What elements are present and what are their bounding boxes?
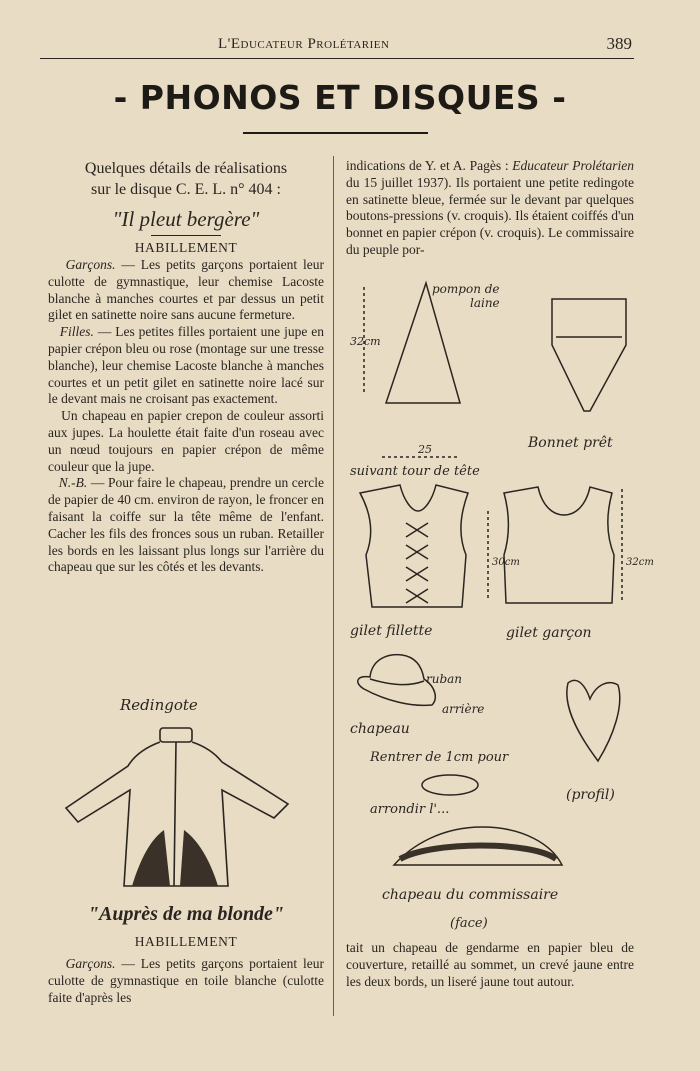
label-rentrer: Rentrer de 1cm pour — [370, 750, 509, 765]
costume-sketches — [342, 275, 654, 940]
label-profil: (profil) — [566, 787, 615, 803]
bonnet-pattern — [386, 283, 460, 403]
redingote-front-seam — [174, 742, 176, 886]
commissaire-hat-band — [400, 846, 556, 860]
intro-heading — [48, 158, 324, 200]
redingote-body — [66, 742, 288, 886]
gilet-fillette — [360, 485, 468, 607]
chapeau-sketch — [358, 655, 436, 706]
label-gilet-fillette: gilet fillette — [350, 623, 433, 639]
label-arriere: arrière — [442, 702, 485, 716]
right-bottom-text — [346, 940, 634, 990]
nb-lead: N.-B. — [58, 475, 88, 491]
filles-lead: Filles. — [59, 324, 94, 340]
song2-title: "Auprès de ma blonde" — [87, 903, 285, 925]
journal-title: L'Educateur Prolétarien — [218, 36, 390, 52]
right-top-text-italic: Educateur Prolétarien — [512, 158, 634, 173]
song1-subheading: HABILLEMENT — [134, 240, 238, 255]
nb-text: — Pour faire le chapeau, prendre un cercle de papier de 40 cm. environ de rayon, le froncer en faisant la coiffe sur la tête même de l'enfant. Cacher les fils des fronces sous un ruban. Retailler les bords en les laissant plus longs sur l'arrière du chapeau que sur les côtés et les devants. — [48, 475, 325, 575]
paragraph-garcons2 — [48, 956, 324, 1006]
redingote-right-tail — [180, 830, 218, 886]
gilet-fillette-lacing — [406, 523, 428, 603]
paragraph-right-bottom: tait un chapeau de gendarme en papier bleu de couverture, retaillé au sommet, un crevé jaune entre les deux bords, un liseré jaune tout autour. — [346, 940, 634, 989]
gilet-garcon — [504, 487, 614, 603]
garcons-text: — Les petits garçons portaient leur culotte de gymnastique, leur chemise Lacoste blanche à manches courtes et par dessus un petit gilet en satinette noire sans aucune fermeture. — [48, 257, 324, 323]
label-arrondir: arrondir l'... — [370, 802, 450, 817]
label-dim-25: 25 — [418, 443, 432, 456]
paragraph-nb — [48, 475, 324, 576]
label-dim-30: 30cm — [492, 557, 520, 568]
label-bonnet: Bonnet prêt — [528, 435, 613, 451]
section-title: - PHONOS ET DISQUES - — [113, 78, 567, 117]
page-number: 389 — [606, 34, 632, 53]
label-commissaire: chapeau du commissaire — [382, 887, 559, 903]
paragraph-garcons — [48, 257, 324, 324]
intro-heading-line2: sur le disque C. E. L. n° 404 : — [91, 181, 281, 198]
label-pompon: pompon de — [432, 282, 500, 296]
label-dim-32: 32cm — [350, 335, 381, 348]
redingote-label: Redingote — [120, 696, 198, 714]
paragraph-right-top — [346, 158, 634, 259]
oval-sketch — [422, 775, 478, 795]
label-tour: suivant tour de tête — [350, 464, 480, 479]
title-rule — [243, 132, 428, 134]
song2-subheading: HABILLEMENT — [134, 934, 238, 949]
song1-rule — [151, 235, 221, 236]
label-laine: laine — [470, 296, 500, 310]
left-bottom-text — [48, 956, 324, 1006]
intro-heading-line1: Quelques détails de réalisations — [84, 160, 288, 177]
garcons-lead: Garçons. — [65, 257, 116, 272]
chapeau-text: Un chapeau en papier crepon de couleur assorti aux jupes. La houlette était faite d'un roseau avec un nœud toujours en papier crépon de même couleur que la jupe. — [48, 408, 325, 474]
left-column — [48, 158, 324, 576]
redingote-sketch — [52, 690, 302, 900]
garcons2-text: — Les petits garçons portaient leur culotte de gymnastique en toile blanche (culotte faite d'après les — [48, 956, 324, 1005]
filles-text: — Les petites filles portaient une jupe en papier crépon bleu ou rose (montage sur une tresse blanche), leur chemise Lacoste blanche à manches courtes et un petit gilet en satinette noire lacé sur le devant mais ne croisant pas exactement. — [48, 324, 324, 407]
label-ruban: ruban — [426, 672, 463, 686]
label-gilet-garcon: gilet garçon — [506, 625, 592, 641]
paragraph-filles — [48, 324, 324, 408]
redingote-left-tail — [132, 830, 170, 886]
right-top-text-a: indications de Y. et A. Pagès : — [346, 158, 513, 173]
right-top-text — [346, 158, 634, 259]
column-divider — [333, 156, 334, 1016]
profile-hat — [567, 680, 620, 761]
paragraph-chapeau — [48, 408, 324, 475]
label-dim-32b: 32cm — [626, 557, 654, 568]
song1-title: "Il pleut bergère" — [112, 207, 260, 231]
running-head — [40, 34, 634, 59]
redingote-collar — [160, 728, 192, 742]
garcons2-lead: Garçons. — [65, 956, 116, 971]
label-face: (face) — [450, 916, 488, 931]
chapeau-ribbon — [370, 679, 424, 685]
bonnet-ready — [552, 299, 626, 411]
right-top-text-b: du 15 juillet 1937). Ils portaient une petite redingote en satinette bleue, fermée sur le devant par quelques boutons-pressions (v. croquis). Ils étaient coiffés d'un bonnet en papier crépon (v. croquis). Le commissaire du peuple por- — [346, 174, 634, 257]
label-chapeau: chapeau — [350, 721, 410, 737]
